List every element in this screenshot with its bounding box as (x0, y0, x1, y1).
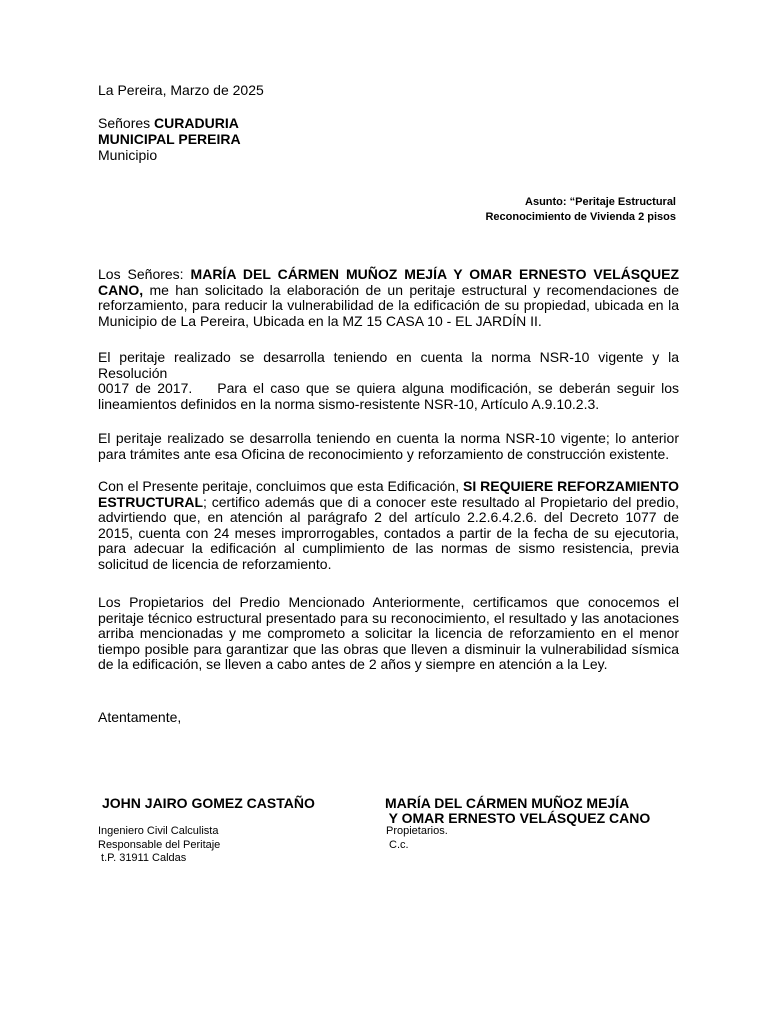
paragraph-5: Los Propietarios del Predio Mencionado Anteriormente, certificamos que conocemos el peritaje técnico estructural presentado para su reconocimiento, el resultado y las anotaciones arriba mencionadas y me comprometo a solicitar la licencia de reforzamiento en el menor tiempo posible para garantizar que las obras que lleven a disminuir la vulnerabilidad sísmica de la edificación, se lleven a cabo antes de 2 años y siempre en atención a la Ley. (98, 594, 679, 672)
addressee-name-line2: MUNICIPAL PEREIRA (98, 131, 241, 147)
subject-line1: Asunto: “Peritaje Estructural (525, 196, 676, 208)
subject-block (376, 195, 676, 225)
closing: Atentamente, (98, 709, 182, 725)
owner-name-1: MARÍA DEL CÁRMEN MUÑOZ MEJÍA (385, 795, 630, 811)
addressee-name-line1: CURADURIA (154, 115, 239, 131)
engineer-title: Ingeniero Civil Calculista (98, 825, 219, 837)
paragraph-1 (98, 267, 679, 329)
salutation: Señores (98, 115, 155, 131)
owner-name-2: Y OMAR ERNESTO VELÁSQUEZ CANO (385, 810, 651, 826)
engineer-role: Responsable del Peritaje (98, 838, 221, 851)
owners-title: Propietarios. (386, 825, 448, 837)
p4-rest: ; certifico además que di a conocer este resultado al Propietario del predio, advirtiendo que, en atención al parágrafo 2 del artículo 2.2.6.4.2.6. del Decreto 1077 de 2015, cuenta con 24 meses improrrogables, contados a partir de la fecha de su ejecutoria, para adecuar la edificación al cumplimiento de las normas de sismo resistencia, previa solicitud de licencia de reforzamiento. (98, 493, 679, 572)
engineer-details (98, 825, 220, 866)
paragraph-3: El peritaje realizado se desarrolla teniendo en cuenta la norma NSR-10 vigente; lo anterior para trámites ante esa Oficina de reconocimiento y reforzamiento de construcción existente. (98, 430, 679, 462)
addressee-location: Municipio (98, 147, 158, 163)
p2-line2: 0017 de 2017. Para el caso que se quiera alguna modificación, se deberán seguir los lineamientos definidos en la norma sismo-resistente NSR-10, Artículo A.9.10.2.3. (98, 380, 683, 412)
paragraph-2 (98, 349, 683, 412)
owners-names: MARÍA DEL CÁRMEN MUÑOZ MEJÍA Y OMAR ERNESTO VELÁSQUEZ CANO, (98, 266, 679, 298)
owners-details (386, 825, 448, 852)
p1-lead: Los Señores: (98, 266, 191, 282)
addressee-line1 (98, 115, 241, 131)
owners-id: C.c. (386, 838, 409, 851)
paragraph-4 (98, 479, 679, 572)
subject-line2: Reconocimiento de Vivienda 2 pisos (485, 211, 676, 223)
addressee-block (98, 115, 241, 163)
reinforcement-conclusion: SI REQUIERE REFORZAMIENTO ESTRUCTURAL (98, 478, 680, 510)
p1-rest: me han solicitado la elaboración de un peritaje estructural y recomendaciones de reforzamiento, para reducir la vulnerabilidad de la edificación de su propiedad, ubicada en la Municipio de La Pereira, Ubicada en la MZ 15 CASA 10 - EL JARDÍN II. (98, 281, 679, 329)
date-line: La Pereira, Marzo de 2025 (98, 82, 264, 98)
engineer-name: JOHN JAIRO GOMEZ CASTAÑO (102, 795, 315, 811)
p4-lead: Con el Presente peritaje, concluimos que esta Edificación, (98, 478, 464, 494)
p2-line1: El peritaje realizado se desarrolla teniendo en cuenta la norma NSR-10 vigente y la Resolución (98, 349, 679, 381)
engineer-license: t.P. 31911 Caldas (98, 852, 187, 864)
